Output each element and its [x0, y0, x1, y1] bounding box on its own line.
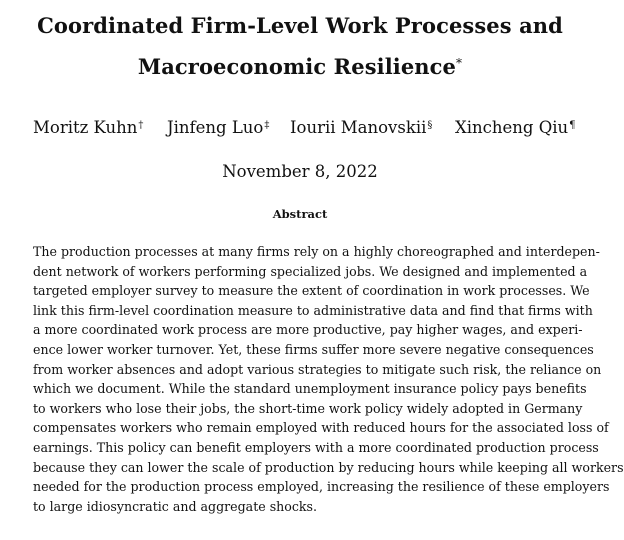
- abstract-line: to large idiosyncratic and aggregate shocks.: [33, 498, 318, 514]
- author-footnote-mark: §: [427, 120, 433, 131]
- abstract-line: a more coordinated work process are more productive, pay higher wages, and experi-: [33, 322, 583, 338]
- author-footnote-mark: †: [138, 120, 144, 131]
- abstract-line: dent network of workers performing specialized jobs. We designed and implemented a: [33, 263, 588, 279]
- publication-date: November 8, 2022: [222, 162, 378, 181]
- author-luo: [167, 116, 269, 140]
- abstract-line: targeted employer survey to measure the extent of coordination in work processes. We: [33, 283, 590, 299]
- abstract-line: from worker absences and adopt various strategies to mitigate such risk, the reliance on: [33, 361, 602, 377]
- abstract-line: compensates workers who remain employed with reduced hours for the associated loss of: [33, 420, 609, 436]
- author-qiu: [455, 116, 576, 140]
- paper-title-text-2: Macroeconomic Resilience: [137, 54, 457, 79]
- paper-title-line-2: [0, 54, 600, 80]
- author-name: Moritz Kuhn: [33, 118, 138, 137]
- author-list: [0, 116, 600, 140]
- paper-title-text-1: Coordinated Firm-Level Work Processes and: [37, 13, 563, 38]
- abstract-line: The production processes at many firms rely on a highly choreographed and interdepen-: [33, 244, 600, 259]
- abstract-line: needed for the production process employed, increasing the resilience of these employers: [33, 479, 610, 495]
- author-name: Jinfeng Luo: [167, 118, 264, 137]
- author-manovskii: [290, 116, 432, 140]
- paper-title-line-1: [0, 13, 600, 39]
- abstract-line: earnings. This policy can benefit employers with a more coordinated production process: [33, 439, 599, 455]
- abstract-body: [33, 242, 624, 516]
- author-kuhn: [33, 116, 143, 140]
- abstract-line: ence lower worker turnover. Yet, these firms suffer more severe negative consequences: [33, 341, 594, 357]
- abstract-line: to workers who lose their jobs, the short-time work policy widely adopted in Germany: [33, 400, 583, 416]
- author-name: Xincheng Qiu: [455, 118, 569, 137]
- abstract-line: because they can lower the scale of production by reducing hours while keeping all workers: [33, 459, 624, 475]
- author-name: Iourii Manovskii: [290, 118, 427, 137]
- abstract-line: which we document. While the standard unemployment insurance policy pays benefits: [33, 381, 587, 397]
- abstract-line: link this firm-level coordination measure to administrative data and find that firms with: [33, 302, 593, 318]
- author-footnote-mark: ‡: [264, 120, 270, 131]
- abstract-heading: Abstract: [272, 207, 328, 221]
- title-footnote-mark: *: [456, 56, 463, 70]
- author-footnote-mark: ¶: [569, 120, 576, 131]
